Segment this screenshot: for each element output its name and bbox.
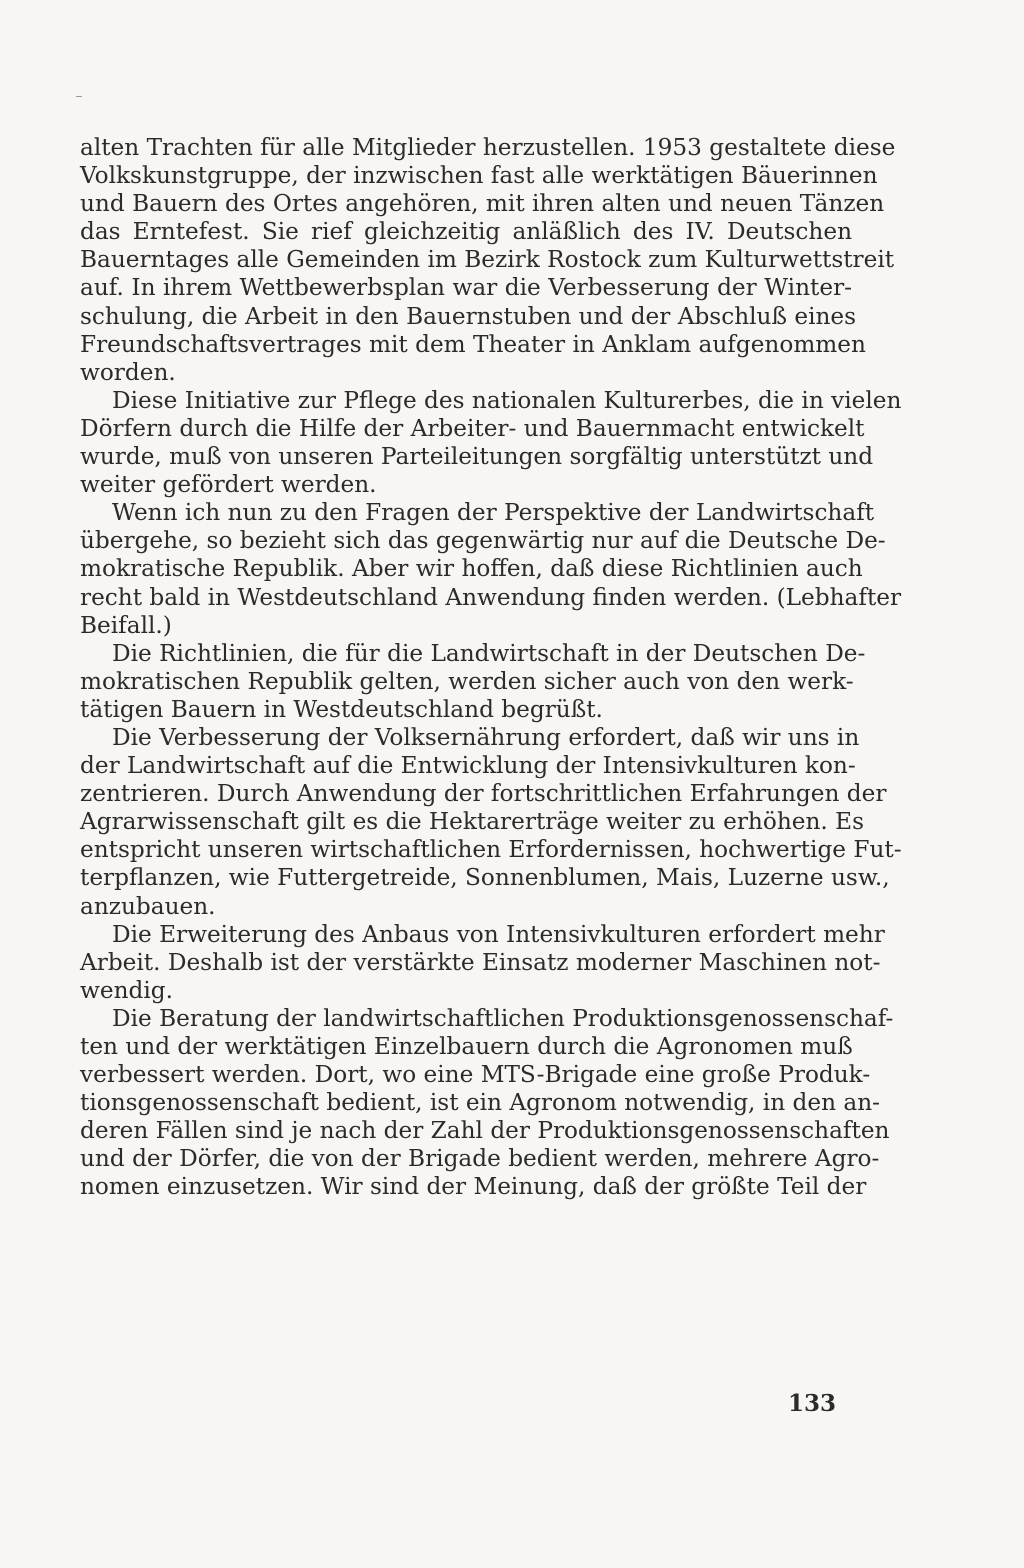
text-line: entspricht unseren wirtschaftlichen Erfordernissen, hochwertige Fut- — [80, 836, 902, 864]
text-line: tionsgenossenschaft bedient, ist ein Agronom notwendig, in den an- — [80, 1089, 880, 1117]
text-line: verbessert werden. Dort, wo eine MTS-Brigade eine große Produk- — [80, 1061, 871, 1089]
text-line: Die Verbesserung der Volksernährung erfordert, daß wir uns in — [112, 723, 860, 751]
text-line: anzubauen. — [80, 892, 216, 920]
text-line: Freundschaftsvertrages mit dem Theater in Anklam aufgenommen — [80, 330, 866, 358]
page-number: 133 — [787, 1390, 836, 1417]
text-line: Arbeit. Deshalb ist der verstärkte Einsatz moderner Maschinen not- — [80, 948, 881, 976]
text-line: alten Trachten für alle Mitglieder herzustellen. 1953 gestaltete diese — [80, 134, 896, 161]
text-line: Die Beratung der landwirtschaftlichen Produktionsgenossenschaf- — [112, 1004, 894, 1032]
text-line: ten und der werktätigen Einzelbauern durch die Agronomen muß — [80, 1033, 853, 1060]
text-line: worden. — [80, 358, 176, 386]
text-line: wendig. — [80, 976, 173, 1004]
body-text — [80, 134, 902, 1202]
text-line: schulung, die Arbeit in den Bauernstuben und der Abschluß eines — [80, 302, 857, 330]
text-line: weiter gefördert werden. — [80, 471, 377, 499]
text-line: übergehe, so bezieht sich das gegenwärtig nur auf die Deutsche De- — [80, 527, 886, 555]
text-line: und Bauern des Ortes angehören, mit ihren alten und neuen Tänzen — [80, 190, 885, 218]
text-line: Die Richtlinien, die für die Landwirtschaft in der Deutschen De- — [112, 639, 866, 667]
text-line: Dörfern durch die Hilfe der Arbeiter- und Bauernmacht entwickelt — [80, 414, 865, 442]
page-speck — [76, 96, 82, 97]
text-line: mokratische Republik. Aber wir hoffen, daß diese Richtlinien auch — [80, 555, 863, 583]
text-line: Beifall.) — [80, 611, 172, 639]
text-line: und der Dörfer, die von der Brigade bedient werden, mehrere Agro- — [80, 1145, 880, 1173]
text-line: Agrarwissenschaft gilt es die Hektarerträge weiter zu erhöhen. Es — [80, 808, 864, 836]
text-line: zentrieren. Durch Anwendung der fortschrittlichen Erfahrungen der — [80, 780, 887, 808]
text-line: auf. In ihrem Wettbewerbsplan war die Verbesserung der Winter- — [80, 274, 852, 302]
text-line: tätigen Bauern in Westdeutschland begrüßt. — [80, 695, 603, 723]
text-line: terpflanzen, wie Futtergetreide, Sonnenblumen, Mais, Luzerne usw., — [80, 864, 890, 892]
text-line: Die Erweiterung des Anbaus von Intensivkulturen erfordert mehr — [112, 920, 885, 948]
text-line: mokratischen Republik gelten, werden sicher auch von den werk- — [80, 667, 854, 695]
text-line: das Erntefest. Sie rief gleichzeitig anläßlich des IV. Deutschen — [80, 218, 852, 246]
text-line: deren Fällen sind je nach der Zahl der Produktionsgenossenschaften — [80, 1117, 890, 1145]
text-line: Bauerntages alle Gemeinden im Bezirk Rostock zum Kulturwettstreit — [80, 246, 895, 274]
text-line: Volkskunstgruppe, der inzwischen fast alle werktätigen Bäuerinnen — [80, 162, 878, 190]
text-line: recht bald in Westdeutschland Anwendung finden werden. (Lebhafter — [80, 583, 902, 611]
text-line: der Landwirtschaft auf die Entwicklung der Intensivkulturen kon- — [80, 752, 856, 780]
text-line: Diese Initiative zur Pflege des nationalen Kulturerbes, die in vielen — [112, 386, 902, 414]
text-line: Wenn ich nun zu den Fragen der Perspektive der Landwirtschaft — [112, 499, 875, 527]
text-line: nomen einzusetzen. Wir sind der Meinung, daß der größte Teil der — [80, 1173, 867, 1201]
text-line: wurde, muß von unseren Parteileitungen sorgfältig unterstützt und — [80, 443, 874, 471]
